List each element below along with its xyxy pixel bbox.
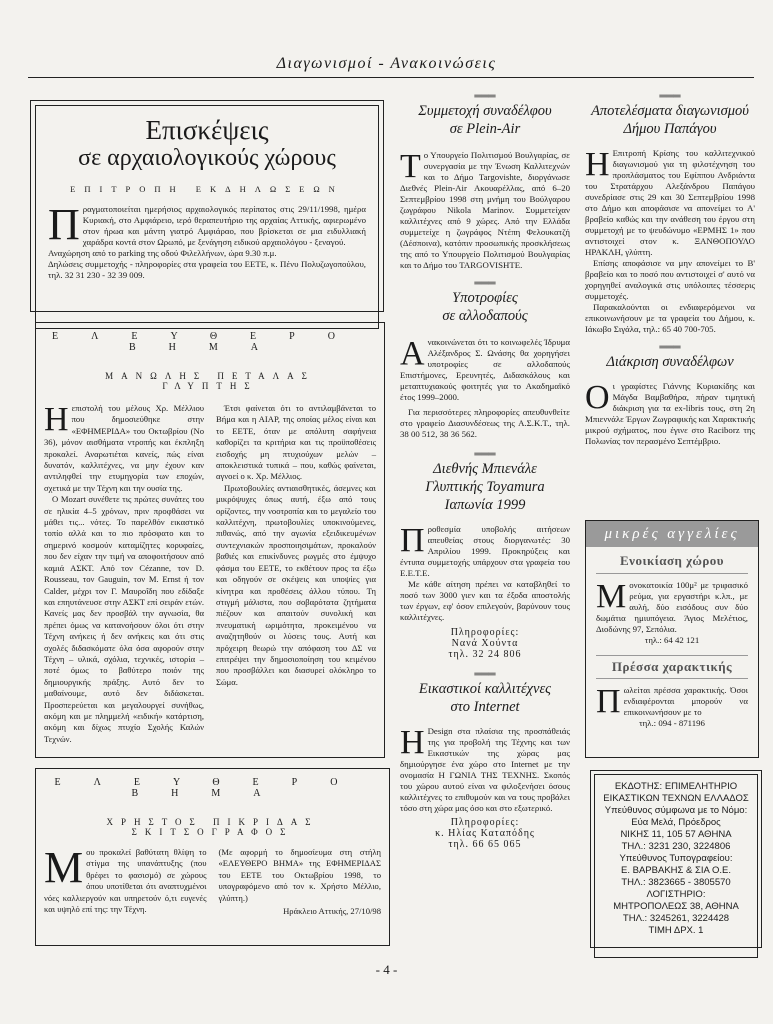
imprint-line: ΕΙΚΑΣΤΙΚΩΝ ΤΕΧΝΩΝ ΕΛΛΑΔΟΣ [603, 793, 749, 804]
free2-drop-cap: Μ [44, 843, 84, 892]
imprint-line: ΜΗΤΡΟΠΟΛΕΩΣ 38, ΑΘΗΝΑ [613, 901, 739, 912]
free2-signature: Ηράκλειο Αττικής, 27/10/98 [283, 906, 381, 917]
press-title: Πρέσσα χαρακτικής [596, 655, 748, 679]
free-tribune-1 [35, 322, 385, 758]
free1-columns [44, 403, 376, 753]
visits-subtitle: σε αρχαιολογικούς χώρους [78, 145, 336, 171]
biennale-title: Διεθνής Μπιενάλε [433, 461, 537, 477]
plein-air-subtitle: σε Plein-Air [449, 121, 521, 137]
right-column [585, 92, 755, 447]
imprint-line: ΤΗΛ.: 3823665 - 3805570 [621, 877, 731, 888]
press-phone: τηλ.: 094 - 871196 [639, 718, 705, 728]
rent-title: Ενοικίαση χώρου [596, 553, 748, 574]
biennale-text-2: Με κάθε αίτηση πρέπει να καταβληθεί το ποσό των 3000 γιεν και τα έξοδα αποστολής των έργων, εφ' όσον επιλεγούν, βαρύνουν τους καλλιτέχνες. [400, 579, 570, 622]
rent-body: ονοκατοικία 100μ² με τριφασικό ρεύμα, για εργαστήρι κ.λπ., με αυλή, δύο εισόδους συν δύο δωμάτια ημιυπόγεια. Άγιος Μελέτιος, Διοδώνης 97, Σεπόλια. [596, 580, 748, 634]
rent-text [596, 580, 748, 635]
section-title: Διαγωνισμοί - Ανακοινώσεις [276, 55, 497, 72]
scholarships-text [400, 337, 570, 403]
divider-ornament: ═══ [474, 449, 496, 460]
distinction-body: ι γραφίστες Γιάννης Κυριακίδης και Μάγδα Βαμβαθήρα, πήραν τιμητική διάκριση για τα ex-libris τους, στη 2η Μπιεννάλε Έργων Ζωγραφικής και Χαρακτικής μικρού σχήματος, που έγινε στο Raciborz της Πολωνίας τον περασμένο Σεπτέμβριο. [585, 381, 755, 446]
biennale-year: Ιαπωνία 1999 [444, 497, 526, 513]
papagos-title: Αποτελέσματα διαγωνισμού [591, 103, 749, 119]
artists-subtitle: στο Internet [450, 699, 520, 715]
artists-info-phone: τηλ. 66 65 065 [448, 839, 522, 850]
biennale-text [400, 524, 570, 579]
artists-info-name: κ. Ηλίας Καταπόδης [435, 828, 535, 839]
imprint-line: ΤΗΛ.: 3245261, 3224428 [622, 913, 730, 924]
free2-text [44, 843, 207, 916]
free1-text-3: Έτσι φαίνεται ότι το αντιλαμβάνεται το Βήμα και η ΑΙΑΡ, της οποίας μέλος είναι και το ΕΕΤΕ, όταν με απόλυτη σαφήνεια καθορίζει τα κριτήρια και τις προϋποθέσεις εισδοχής μη πτυχιούχων μελών – αποκλειστικά τυπικά – που, καθώς φαίνεται, αγνοεί ο κ. Χρ. Μέλλιος. [216, 403, 376, 482]
distinction-text [585, 381, 755, 447]
papagos-body: Επιτροπή Κρίσης του καλλιτεχνικού διαγωνισμού για τη φιλοτέχνηση του προπλάσματος του Εφίππου Ανδριάντα του Στρατάρχου Αλεξάνδρου Παπάγου συνεδρίασε στις 29 και 30 Σεπτεμβρίου 1998 στο Δήμο και αποφάσισε να απονείμει το Α' βραβείο καθώς και την ανάθεση του έργου στη συμμετοχή με το ψευδώνυμο «ΕΡΜΗΣ 1» που αντιστοιχεί στον κ. ΞΑΝΘΟΠΟΥΛΟ ΗΡΑΚΛΗ, γλύπτη. [585, 148, 755, 257]
classifieds-box [585, 520, 759, 758]
biennale-body: ροθεσμία υποβολής αιτήσεων απευθείας στους διοργανωτές: 30 Απριλίου 1999. Προκηρύξεις και έντυπα συμμετοχής υπάρχουν στα γραφεία του Ε.Ε.Τ.Ε. [400, 524, 570, 578]
papagos-drop-cap: Η [585, 146, 610, 183]
free1-text-4: Πρωτοβουλίες αντιαισθητικές, άσεμνες και μικρόψυχες όπως αυτή, έξω από τους ορίζοντες, την νοοτροπία και το μεγαλείο του καλλιτέχνη, πρωτοβουλίες υποκινούμενες, πιθανώς, από την αγωνία εξειδικευμένων συντεχνιακών προσποιησιμάτων, προκαλούν βαθιές και επικίνδυνες ρωγμές στο έμψυχο φάσμα του ΕΕΤΕ, το εκθέτουν προς τα έξω και οδηγούν σε σκέψεις και υποψίες για κίνητρα και προθέσεις άλλου τύπου. Τη στιγμή μάλιστα, που σοβαρότατα ζητήματα πιέζουν και απαιτούν συνολική και πνευματική ωριμότητα, προκειμένου να αναζητηθούν οι λύσεις τους. Αυτή και πρόχειρη θεωρώ την απόφαση του ΔΣ να επιτρέψει την δημοσιοποίηση του κειμένου που προσβάλλει και διασυρεί ολόκληρο το Σώμα. [216, 482, 376, 687]
visits-committee: ΕΠΙΤΡΟΠΗ ΕΚΔΗΛΩΣΕΩΝ [70, 184, 344, 194]
imprint-line: Εύα Μελά, Πρόεδρος [631, 817, 721, 828]
plein-air-drop-cap: Τ [400, 148, 421, 185]
page-number: - 4 - [375, 962, 398, 977]
biennale-info-name: Νανά Χούντα [451, 638, 519, 649]
papagos-text-2: Επίσης αποφάσισε να μην απονείμει το Β' βραβείο και το ποσό που αντιστοιχεί σ' αυτό να χορηγηθεί αναλογικά στις υπόλοιπες τέσσερις συμμετοχές. [585, 258, 755, 301]
biennale-subtitle: Γλυπτικής Toyamura [425, 479, 545, 495]
visits-title: Επισκέψεις [145, 115, 269, 145]
plein-air-title: Συμμετοχή συναδέλφου [418, 103, 552, 119]
biennale-info-phone: τηλ. 32 24 806 [448, 649, 522, 660]
artists-body: Design στα πλαίσια της προσπάθειάς της για προβολή της Τέχνης και των Εικαστικών της χώρας μας δημιούργησε ένα χώρο στο Internet με την ονομασία Η ΓΩΝΙΑ ΤΗΣ ΤΕΧΝΗΣ. Σκοπός του χώρου αυτού είναι να φιλοξενήσει όσους καλλιτέχνες το επιθυμούν και να τους προβάλει τόσο στη χώρα μας όσο και στο εξωτερικό. [400, 726, 570, 813]
visits-info: Δηλώσεις συμμετοχής - πληροφορίες στα γραφεία του ΕΕΤΕ, κ. Πένυ Πολυζωγοπούλου, τηλ. 32 31 230 - 32 39 009. [48, 259, 366, 280]
free-tribune-2 [35, 768, 390, 946]
scholarships-title: Υποτροφίες [452, 290, 518, 306]
plein-air-body: ο Υπουργείο Πολιτισμού Βουλγαρίας, σε συνεργασία με την Ένωση Καλλιτεχνών και το Δήμο Targovishte, διοργάνωσε Διεθνές Plein-Air Ακουαρέλλας, από 6–20 Σεπτεμβρίου 1998 στη μνήμη του Βούλγαρου ζωγράφου Nikola Marinov. Συμμετείχαν καλλιτέχνες από 9 χώρες. Από την Ελλάδα συμμετείχε η ζωγράφος Ντέπη Φελουκατζή (Δέσποινα), κατόπιν προσωπικής προσκλήσεως της από το Υπουργείο Πολιτισμού Βουλγαρίας και το Δήμο του TARGOVISHTE. [400, 150, 570, 270]
rent-drop-cap: Μ [596, 578, 627, 615]
free2-text-2: (Με αφορμή το δημοσίευμα στη στήλη «ΕΛΕΥΘΕΡΟ ΒΗΜΑ» της ΕΦΗΜΕΡΙΔΑΣ του ΕΕΤΕ του Οκτωβρίου 1998, το υπογραφόμενο από τον κ. Χρήστο Μέλλιο, γλύπτη.) [218, 847, 381, 903]
imprint-line: Υπεύθυνος Τυπογραφείου: [619, 853, 733, 864]
free1-role: ΓΛΥΠΤΗΣ [162, 381, 258, 391]
plein-air-text [400, 150, 570, 271]
free1-drop-cap: Η [44, 401, 69, 438]
imprint-box [590, 770, 762, 948]
classifieds-banner: μικρές αγγελίες [586, 521, 758, 547]
artists-drop-cap: Η [400, 724, 425, 761]
artists-info-label: Πληροφορίες: [450, 817, 520, 828]
artists-text [400, 726, 570, 814]
imprint-line: ΕΚΔΟΤΗΣ: ΕΠΙΜΕΛΗΤΗΡΙΟ [614, 781, 738, 792]
biennale-drop-cap: Π [400, 522, 425, 559]
imprint-line: Υπεύθυνος σύμφωνα με το Νόμο: [604, 805, 748, 816]
press-text [596, 685, 748, 718]
papagos-text-3: Παρακαλούνται οι ενδιαφερόμενοι να επικοινωνήσουν με τα γραφεία του Δήμου, κ. Ιάκωβο Σιγάλα, τηλ.: 65 40 700-705. [585, 302, 755, 334]
free1-author: ΜΑΝΩΛΗΣ ΠΕΤΑΛΑΣ [105, 371, 315, 381]
divider-ornament: ═══ [659, 91, 681, 102]
papagos-text [585, 148, 755, 258]
divider-ornament: ═══ [474, 278, 496, 289]
scholarships-text-2: Για περισσότερες πληροφορίες απευθυνθείτε στο γραφείο Διασυνδέσεως της Α.Σ.Κ.Τ., τηλ. 38 00 512, 38 36 562. [400, 407, 570, 439]
visits-body-text: ραγματοποιείται ημερήσιος αρχαιολογικός περίπατος στις 29/11/1998, ημέρα Κυριακή, στο Αμφιάρειο, ιερό θεραπευτήριο της αρχαίας Αττικής, αφιερωμένο στον ήρωα και μάντη γιατρό Αμφιάραο, που βρίσκεται σε μια ειδυλλιακή χαράδρα κοντά στον Ωρωπό, με ξενάγηση ειδικού αρχαιολόγου - ξεναγού. [82, 204, 366, 247]
biennale-info-label: Πληροφορίες: [450, 627, 520, 638]
divider-ornament: ═══ [474, 91, 496, 102]
free2-text-1: ου προκαλεί βαθύτατη θλίψη το στίγμα της υπανάπτυξης (που θρέφει το φασισμό) σε χώρους όπου υποτίθεται ότι αναπτυχμένοι νόες καλλιεργούν και υπηρετούν ό,τι ευγενές και υψηλό επί της: την Τέχνη. [44, 847, 207, 915]
press-drop-cap: Π [596, 683, 621, 720]
imprint-inner [594, 774, 758, 958]
artists-title: Εικαστικοί καλλιτέχνες [418, 681, 552, 697]
rent-phone: τηλ.: 64 42 121 [644, 635, 700, 645]
free2-author: ΧΡΗΣΤΟΣ ΠΙΚΡΙΔΑΣ [106, 817, 319, 827]
free1-text [44, 403, 204, 494]
free2-label: ΕΛΕΥΘΕΡΟ ΒΗΜΑ [54, 777, 371, 799]
visits-body [48, 200, 366, 249]
divider-ornament: ═══ [659, 342, 681, 353]
middle-column [400, 92, 570, 850]
divider-ornament: ═══ [474, 669, 496, 680]
visits-departure: Αναχώρηση από το parking της οδού Φιλελλήνων, ώρα 9.30 π.μ. [48, 248, 277, 258]
scholarships-subtitle: σε αλλοδαπούς [442, 308, 528, 324]
imprint-line: ΛΟΓΙΣΤΗΡΙΟ: [646, 889, 706, 900]
visits-drop-cap: Π [48, 200, 80, 249]
free2-role: ΣΚΙΤΣΟΓΡΑΦΟΣ [131, 827, 294, 837]
distinction-drop-cap: Ο [585, 379, 610, 416]
scholarships-drop-cap: Α [400, 335, 425, 372]
free1-text-1: επιστολή του μέλους Χρ. Μέλλιου που δημοσιεύθηκε στην «ΕΦΗΜΕΡΙΔΑ» του Οκτωβρίου (Νο 36), μόνον αισθήματα ντροπής και έκπληξη προκαλεί. Αναρωτιέται κανείς, πώς είναι δυνατόν, καλλιτέχνες, να μην έχουν καν αντιληφθεί την ετυμηγορία των εποχών, σχετικά με την Τέχνη και την ουσία της. [44, 403, 204, 493]
imprint-line: ΝΙΚΗΣ 11, 105 57 ΑΘΗΝΑ [620, 829, 732, 840]
press-body: ωλείται πρέσσα χαρακτικής. Όσοι ενδιαφέρονται μπορούν να επικοινωνήσουν με το [623, 685, 748, 717]
visits-box [30, 100, 384, 312]
papagos-subtitle: Δήμου Παπάγου [623, 121, 717, 137]
distinction-title: Διάκριση συναδέλφων [606, 354, 734, 370]
imprint-line: ΤΗΛ.: 3231 230, 3224806 [621, 841, 731, 852]
free1-text-2: Ο Mozart συνέθετε τις πρώτες συνάτες του σε ηλικία 4–5 χρόνων, πριν προφθάσει να μάθει τις... νότες. Το παρελθόν εικαστικό τοπίο αλλά και το πιο πρόσφατο και το σημερινό κοσμούν καταμίζητες κορυφαίες, που δεν είχαν την τιμή να αποφοιτήσουν από καμιά ΑΣΚΤ. Από τον Cézanne, τον D. Rousseau, τον Gauguin, τον M. Ernst ή τον Calder, μέχρι τον Γ. Μαυροΐδη που εδίδαξε και επηυτάνευσε στην ΑΣΚΤ επί σειράν ετών. Κανείς μας δεν προσβάλ την αγνωσία, θα πρέπει όμως να κατανοήσουν όλοι ότι στην Τέχνη ανήκεις ή δεν ανήκεις και ότι στις σχολές διδασκόματε όλα όσα αφορούν στην Τέχνη – υλικά, σχόλια, τεχνικές, ιστορία – ποτέ όμως το βαθύτερο ποιόν της δημιουργικής πράξης. Αυτό δεν το μαθαίνουμε, αυτό δεν διδάσκεται. Προσπερεύεται και μεγαλουργεί συνήθως, ακόμη και με πλημμελή «ειδική» κατάρτιση, ακόμη και δίχως πτυχίο Σχολής Καλών Τεχνών. [44, 494, 204, 744]
header-rule [28, 77, 754, 78]
scholarships-body: νακοινώνεται ότι το κοινωφελές Ίδρυμα Αλέξανδρος Σ. Ωνάσης θα χορηγήσει υποτροφίες σε αλλοδαπούς Επιστήμονες, Ερευνητές, Διδασκάλους και μεταπτυχιακούς φοιτητές για το Ακαδημαϊκό έτος 1999–2000. [400, 337, 570, 402]
imprint-line: ΤΙΜΗ ΔΡΧ. 1 [648, 925, 704, 936]
free1-label: ΕΛΕΥΘΕΡΟ ΒΗΜΑ [52, 331, 368, 353]
imprint-line: Ε. ΒΑΡΒΑΚΗΣ & ΣΙΑ Ο.Ε. [621, 865, 731, 876]
